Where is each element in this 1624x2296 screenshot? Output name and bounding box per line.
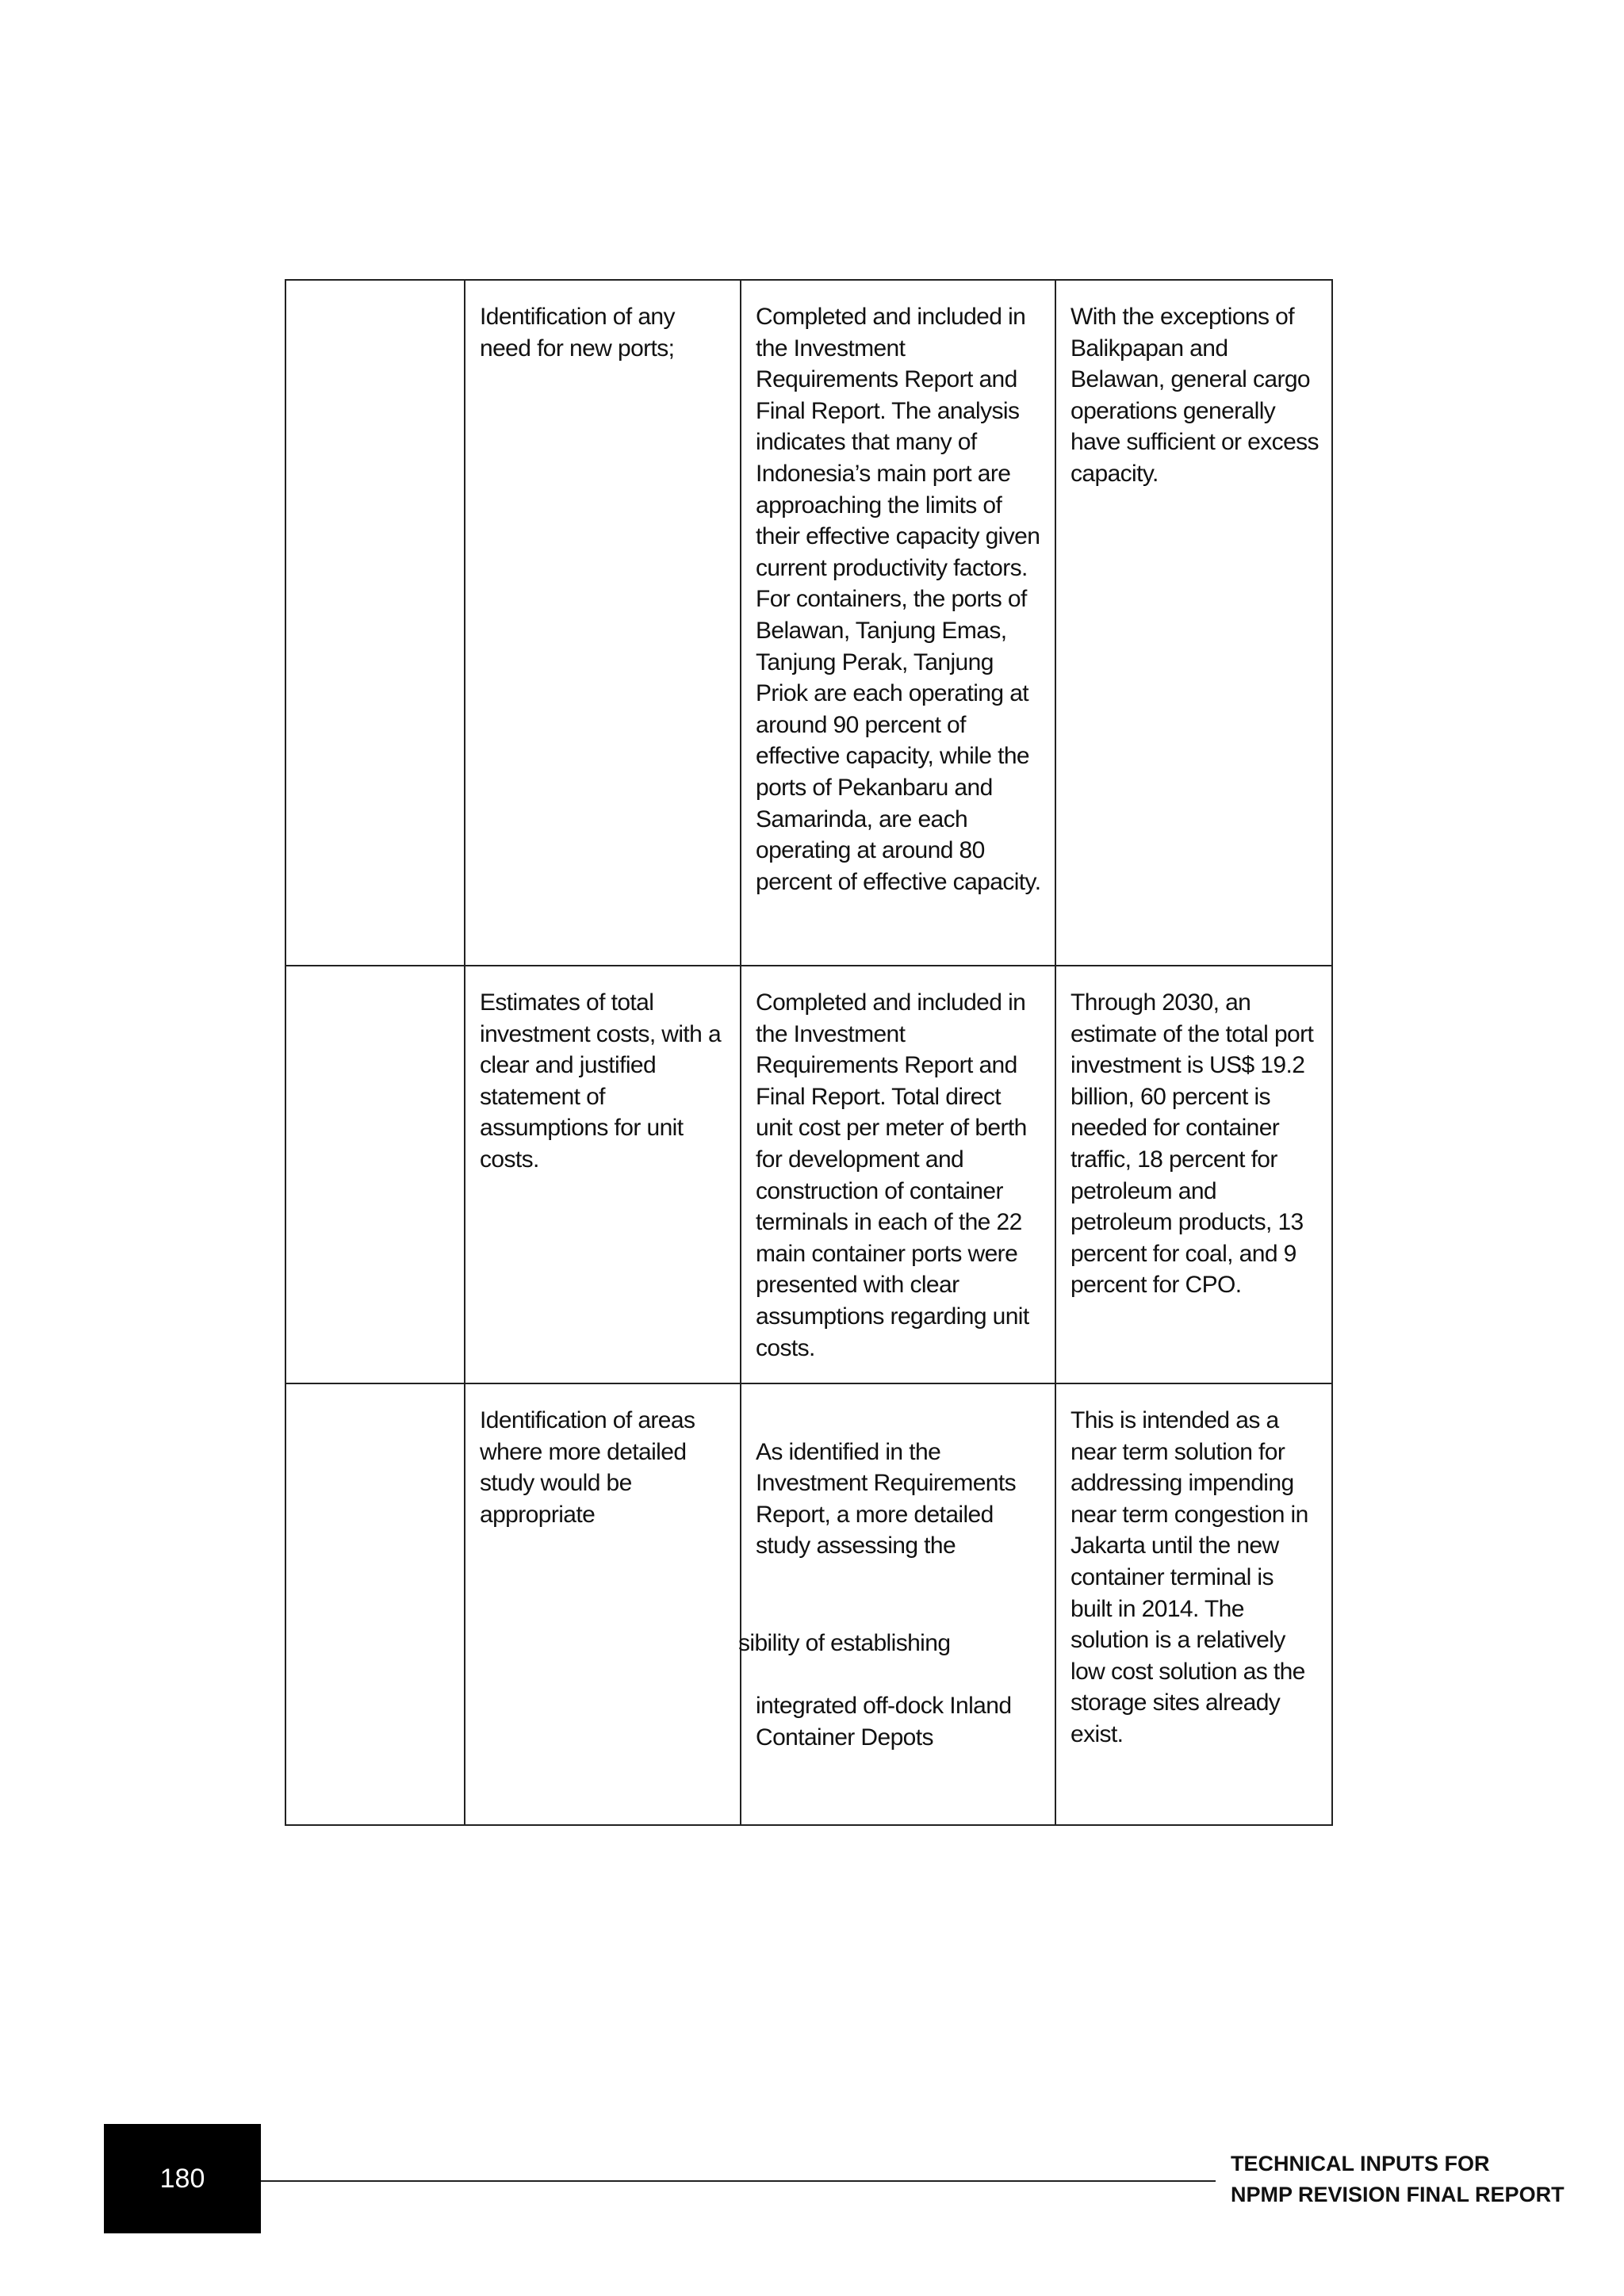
report-title bbox=[1231, 2149, 1565, 2210]
page-number: 180 bbox=[159, 2163, 205, 2194]
criterion-cell: Identification of any need for new ports; bbox=[465, 280, 741, 966]
footer-divider bbox=[261, 2180, 1216, 2182]
assessment-table bbox=[285, 279, 1333, 1826]
comment-cell: With the exceptions of Balikpapan and Belawan, general cargo operations generally have sufficient or excess capacity. bbox=[1055, 280, 1332, 966]
status-text: As identified in the Investment Requirements Report, a more detailed study assessing the bbox=[756, 1438, 1017, 1559]
status-continued-text bbox=[738, 1597, 1042, 1785]
criterion-cell: Estimates of total investment costs, with a clear and justified statement of assumptions for unit costs. bbox=[465, 966, 741, 1383]
status-cell bbox=[738, 1383, 1055, 1825]
empty-cell bbox=[285, 966, 465, 1383]
status-cell: Completed and included in the Investment Requirements Report and Final Report. The analysis indicates that many of Indonesia’s main port are approaching the limits of their effective capacity given current productivity factors. For containers, the ports of Belawan, Tanjung Emas, Tanjung Perak, Tanjung Priok are each operating at around 90 percent of effective capacity, while the ports of Pekanbaru and Samarinda, are each operating at around 80 percent of effective capacity. bbox=[741, 280, 1055, 966]
page-number-box bbox=[104, 2124, 261, 2233]
report-title-line: NPMP REVISION FINAL REPORT bbox=[1231, 2183, 1565, 2206]
report-title-line: TECHNICAL INPUTS FOR bbox=[1231, 2152, 1490, 2175]
status-continued-line: sibility of establishing bbox=[738, 1630, 951, 1657]
criterion-cell: Identification of areas where more detailed study would be appropriate bbox=[465, 1383, 741, 1825]
table-row bbox=[285, 1383, 1332, 1825]
table-row bbox=[285, 280, 1332, 966]
empty-cell bbox=[285, 1383, 465, 1825]
status-continued-line: integrated off-dock Inland Container Depots bbox=[756, 1693, 1012, 1751]
comment-cell: Through 2030, an estimate of the total port investment is US$ 19.2 billion, 60 percent is needed for container traffic, 18 percent for petroleum and petroleum products, 13 percent for coal, and 9 percent for CPO. bbox=[1055, 966, 1332, 1383]
comment-cell: This is intended as a near term solution for addressing impending near term congestion in Jakarta until the new container terminal is built in 2014. The solution is a relatively low cost solution as the storage sites already exist. bbox=[1055, 1383, 1332, 1825]
table-row bbox=[285, 966, 1332, 1383]
status-cell: Completed and included in the Investment Requirements Report and Final Report. Total direct unit cost per meter of berth for development and construction of container terminals in each of the 22 main container ports were presented with clear assumptions regarding unit costs. bbox=[741, 966, 1055, 1383]
empty-cell bbox=[285, 280, 465, 966]
